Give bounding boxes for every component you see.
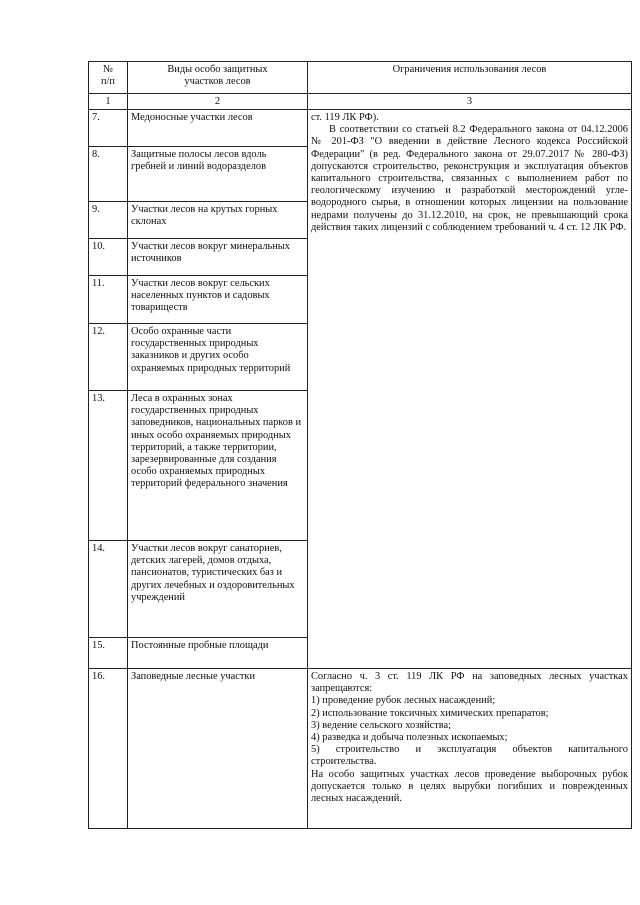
row-num: 12. (89, 324, 128, 391)
restrictions-table (88, 61, 632, 829)
row-num: 14. (89, 541, 128, 638)
row-kind: Участки лесов вокруг санаториев, детских лагерей, домов отдыха, пансионатов, туристических баз и других лечебных и оздоровительных учреждений (128, 541, 308, 638)
row16-item: 3) ведение сельского хозяйства; (311, 719, 452, 731)
row-kind: Участки лесов вокруг сельских населенных пунктов и садовых товариществ (128, 276, 308, 324)
row-num: 15. (89, 638, 128, 669)
row-kind: Участки лесов на крутых горных склонах (128, 202, 308, 239)
row16-item: 5) строительство и эксплуатация объектов капитального строительства. (311, 744, 628, 768)
row16-restrictions (308, 669, 632, 829)
restriction-paragraph: В соответствии со статьей 8.2 Федерального закона от 04.12.2006 № 201-ФЗ "О введении в действие Лесного кодекса Российской Федерации" (в ред. Федерального закона от 29.07.2017 № 280-ФЗ) допускаются строительство, реконструкция и эксплуатация объектов капитального строительства, связанных с выполнением работ по геологическому изучению и разработкой месторождений угле-водородного сырья, в отношении которых лицензии на пользование недрами получены до 31.12.2010, на срок, не превышающий срока действия таких лицензий с соблюдением требований ч. 4 ст. 12 ЛК РФ. (311, 124, 628, 233)
header-restrictions: Ограничения использования лесов (308, 62, 632, 94)
row16-item: 1) проведение рубок лесных насаждений; (311, 695, 496, 707)
row16-intro: Согласно ч. 3 ст. 119 ЛК РФ на заповедных лесных участках запрещаются: (311, 671, 628, 695)
row16-item: 2) использование токсичных химических препаратов; (311, 707, 549, 719)
row-kind: Особо охранные части государственных природных заказников и других особо охраняемых природных территорий (128, 324, 308, 391)
header-num: № п/п (89, 62, 128, 94)
col-number-2: 2 (128, 94, 308, 110)
row16-item: 4) разведка и добыча полезных ископаемых; (311, 732, 508, 744)
row-kind: Участки лесов вокруг минеральных источников (128, 239, 308, 276)
table-header-row (89, 62, 632, 94)
row-kind: Постоянные пробные площади (128, 638, 308, 669)
row-num: 16. (89, 669, 128, 829)
row-kind: Защитные полосы лесов вдоль гребней и линий водоразделов (128, 147, 308, 202)
restriction-text-merged (308, 110, 632, 669)
table-row (89, 110, 632, 147)
col-number-1: 1 (89, 94, 128, 110)
row-num: 7. (89, 110, 128, 147)
row-num: 13. (89, 391, 128, 541)
row-num: 10. (89, 239, 128, 276)
col-number-3: 3 (308, 94, 632, 110)
row-num: 8. (89, 147, 128, 202)
restriction-line1: ст. 119 ЛК РФ). (311, 112, 379, 123)
row-num: 11. (89, 276, 128, 324)
row-kind: Медоносные участки лесов (128, 110, 308, 147)
column-numbers-row (89, 94, 632, 110)
header-kind: Виды особо защитных участков лесов (128, 62, 308, 94)
row-kind: Заповедные лесные участки (128, 669, 308, 829)
table-row (89, 669, 632, 829)
row-kind: Леса в охранных зонах государственных природных заповедников, национальных парков и иных особо охраняемых природных территорий, а также территории, зарезервированные для создания особо охраняемых природных территорий федерального значения (128, 391, 308, 541)
row-num: 9. (89, 202, 128, 239)
row16-note: На особо защитных участках лесов проведение выборочных рубок допускается только в целях вырубки погибших и поврежденных лесных насаждений. (311, 768, 628, 805)
